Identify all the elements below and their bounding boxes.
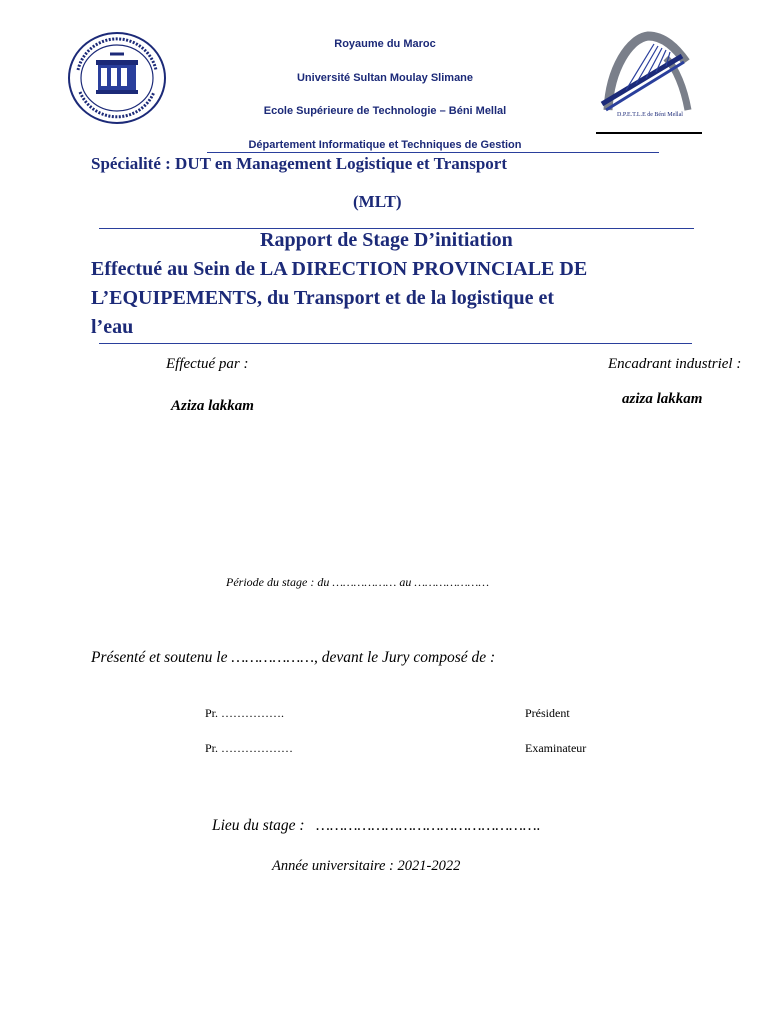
dpetle-logo bbox=[596, 28, 702, 136]
jury-member-role: Président bbox=[525, 706, 570, 720]
header-university: Université Sultan Moulay Slimane bbox=[296, 72, 474, 84]
defense-statement: Présenté et soutenu le ………………, devant le Jury composé de : bbox=[91, 649, 496, 666]
report-title: Rapport de Stage D’initiation bbox=[260, 229, 513, 251]
header-underline bbox=[207, 152, 659, 153]
academic-year: Année universitaire : 2021-2022 bbox=[272, 858, 461, 874]
header-school: Ecole Supérieure de Technologie – Béni Mellal bbox=[263, 105, 507, 117]
jury-member-name: Pr. ……………… bbox=[205, 741, 294, 755]
jury-member-name: Pr. ……………. bbox=[205, 706, 285, 720]
author-label: Effectué par : bbox=[166, 356, 249, 372]
specialty-line: Spécialité : DUT en Management Logistique et Transport bbox=[91, 154, 508, 173]
jury-member-role: Examinateur bbox=[525, 741, 587, 755]
supervisor-name: aziza lakkam bbox=[622, 391, 703, 407]
supervisor-label: Encadrant industriel : bbox=[608, 356, 742, 372]
report-line-1: Effectué au Sein de LA DIRECTION PROVINCIALE DE bbox=[91, 258, 588, 280]
author-name: Aziza lakkam bbox=[171, 398, 254, 414]
header-kingdom: Royaume du Maroc bbox=[334, 38, 436, 50]
school-seal-logo bbox=[66, 30, 168, 126]
specialty-abbr: (MLT) bbox=[353, 192, 402, 211]
internship-location: Lieu du stage : …………………………………………. bbox=[212, 817, 541, 834]
report-line-2: L’EQUIPEMENTS, du Transport et de la logistique et bbox=[91, 287, 555, 309]
report-line-3: l’eau bbox=[91, 316, 134, 338]
header-department: Département Informatique et Techniques de Gestion bbox=[248, 139, 522, 151]
logo-caption: D.P.E.T.L.E de Béni Mellal bbox=[617, 112, 683, 118]
internship-period: Période du stage : du ……………… au ………………… bbox=[226, 575, 490, 589]
school-seal-icon bbox=[66, 30, 168, 126]
bridge-logo-icon bbox=[596, 28, 702, 118]
supervisor-label-clip bbox=[608, 356, 768, 378]
title-rule bbox=[99, 343, 692, 344]
logo-underline bbox=[596, 132, 702, 134]
